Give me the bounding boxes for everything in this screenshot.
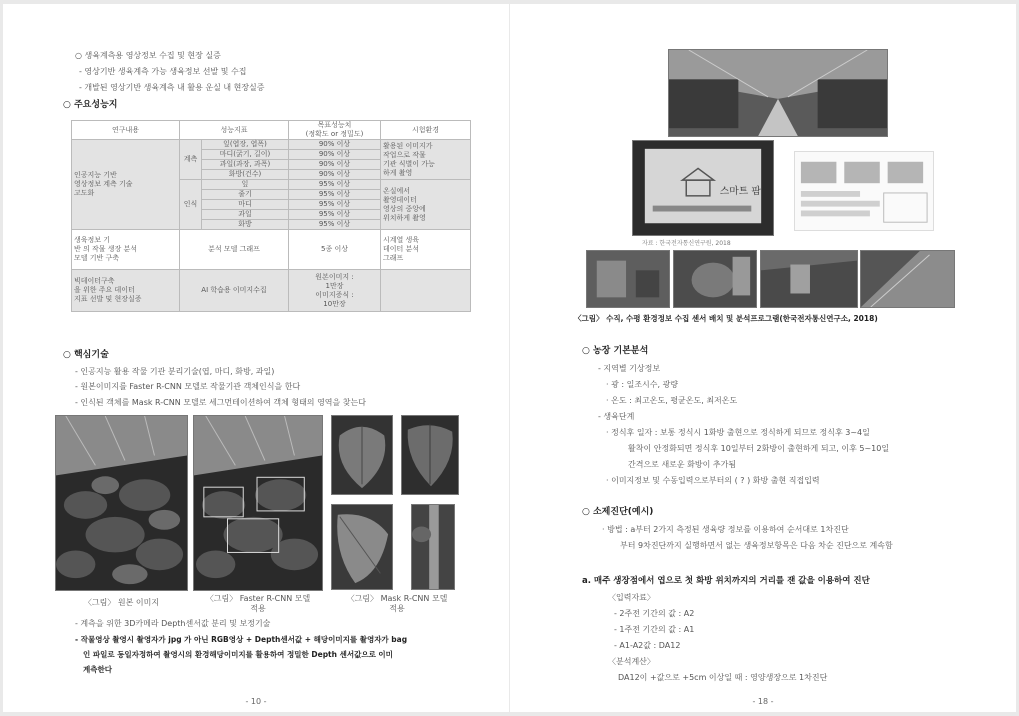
intro-line-3: - 개발된 영상기반 생육계측 내 활용 운실 내 현장실증 <box>79 83 265 92</box>
bottom-line-3: 인 파일로 동일자정하여 촬영시의 환경해당이미지를 활용하여 정밀한 Depth 센서값으로 이미 <box>83 650 393 659</box>
farm-line: 간격으로 새로운 화방이 추가됨 <box>628 460 737 469</box>
input-line: - 2주전 기간의 값 : A2 <box>614 609 695 618</box>
intro-line-2: - 영상기반 생육계측 가능 생육정보 선발 및 수집 <box>79 67 247 76</box>
bottom-line-2: - 작물영상 촬영시 촬영자가 jpg 가 아닌 RGB영상 + Depth센서값 + 해당이미지를 촬영자가 bag <box>75 635 408 644</box>
input-line: - A1-A2값 : DA12 <box>614 641 681 650</box>
table-cell: 95% 이상 <box>289 200 381 210</box>
table-cell: 90% 이상 <box>289 170 381 180</box>
sensor-photo-3 <box>760 250 858 308</box>
farm-line: 활착이 안정화되면 정식후 10일부터 2화방이 출현하게 되고, 이후 5~10일 <box>628 444 890 453</box>
table-cell: 줄기 <box>202 190 289 200</box>
monitor-chart-text: 스마트 팜 <box>719 185 761 197</box>
diagnosis-line: 부터 9차진단까지 실행하면서 없는 생육정보항목은 다음 차순 진단으로 계속함 <box>620 541 893 550</box>
analysis-monitor-photo <box>632 140 774 236</box>
table-cell: 화방 <box>202 220 289 230</box>
core-line-2: - 원본이미지를 Faster R-CNN 모델로 작물기관 객체인식을 한다 <box>75 382 301 391</box>
caption-mask-rcnn: 〈그림〉 Mask R-CNN 모델 적용 <box>346 594 448 613</box>
table-cell: 과일(과장, 과폭) <box>202 160 289 170</box>
section-title-farm-analysis: ○ 농장 기본분석 <box>582 346 649 356</box>
table-cell: 생육정보 기 반 의 작물 생장 분석 모델 기반 구축 <box>72 230 180 270</box>
faster-rcnn-photo <box>193 415 323 591</box>
table-cell: 95% 이상 <box>289 220 381 230</box>
table-cell: 인식 <box>180 180 202 230</box>
intro-line-1: ○ 생육계측용 영상정보 수집 및 현장 실증 <box>75 51 221 60</box>
table-cell: 95% 이상 <box>289 210 381 220</box>
farm-line: · 이미지정보 및 수동입력으로부터의 ( ? ) 화방 출현 직접입력 <box>606 476 820 485</box>
table-cell: 90% 이상 <box>289 150 381 160</box>
mask-rcnn-leaf-photo <box>401 415 459 495</box>
table-cell: 화방(건수) <box>202 170 289 180</box>
farm-line: - 생육단계 <box>598 412 635 421</box>
farm-line: - 지역별 기상정보 <box>598 364 661 373</box>
table-cell: 시계열 생육 데이터 분석 그래프 <box>381 230 471 270</box>
input-line: - 1주전 기간의 값 : A1 <box>614 625 695 634</box>
table-header: 목표성능치 (정확도 or 정밀도) <box>289 121 381 140</box>
mask-rcnn-leaf-photo <box>331 504 393 590</box>
table-cell: 인공지능 기반 영상정보 계측 기술 고도화 <box>72 140 180 230</box>
table-header: 연구내용 <box>72 121 180 140</box>
table-cell: AI 학습용 이미지수집 <box>180 270 289 312</box>
section-title-a: a. 매주 생장점에서 엽으로 첫 화방 위치까지의 거리를 잰 값을 이용하여 진단 <box>582 576 870 586</box>
table-cell: 활용된 이미지가 작업으로 작물 기관 식별이 가능 하게 촬영 <box>381 140 471 180</box>
right-page <box>510 4 1016 712</box>
table-cell: 빅데이터구축 을 위한 주요 데이터 지표 선발 및 현장실증 <box>72 270 180 312</box>
table-cell: 마디 <box>202 200 289 210</box>
table-cell: 5종 이상 <box>289 230 381 270</box>
section-title-diagnosis: ○ 소제진단(예시) <box>582 507 654 517</box>
core-line-3: - 인식된 객체를 Mask R-CNN 모델로 세그먼테이션하여 객체 형태의 영역을 찾는다 <box>75 398 366 407</box>
input-line: 〈입력자료〉 <box>608 593 655 602</box>
table-cell: 마디(굵기, 길이) <box>202 150 289 160</box>
bottom-line-1: - 계측을 위한 3D카메라 Depth센서값 분리 및 보정기술 <box>75 619 271 628</box>
sensor-photo-2 <box>673 250 757 308</box>
table-cell: 90% 이상 <box>289 140 381 150</box>
table-cell: 온실에서 촬영데이터 영상의 중앙에 위치하게 촬영 <box>381 180 471 230</box>
table-header: 성능지표 <box>180 121 289 140</box>
table-cell: 원본이미지 : 1만장 이미지증식 : 10만장 <box>289 270 381 312</box>
input-line: 〈분석계산〉 <box>608 657 655 666</box>
page-number: - 10 - <box>245 697 267 706</box>
table-cell: 과일 <box>202 210 289 220</box>
section-title-performance: ○ 주요성능지 <box>63 100 118 110</box>
table-cell: 잎 <box>202 180 289 190</box>
input-line: DA12이 +값으로 +5cm 이상일 때 : 영양생장으로 1차진단 <box>618 673 828 682</box>
farm-line: · 온도 : 최고온도, 평균온도, 최저온도 <box>606 396 738 405</box>
table-cell: 95% 이상 <box>289 180 381 190</box>
section-title-core: ○ 핵심기술 <box>63 350 109 360</box>
table-header: 시험환경 <box>381 121 471 140</box>
core-line-1: - 인공지능 활용 작물 기관 분리기술(엽, 마디, 화방, 과일) <box>75 367 275 376</box>
left-page <box>3 4 509 712</box>
caption-faster-rcnn: 〈그림〉 Faster R-CNN 모델 적용 <box>205 594 311 613</box>
table-cell: 계측 <box>180 140 202 180</box>
bottom-line-4: 계측한다 <box>83 665 112 674</box>
sensor-data-table-image <box>794 151 934 231</box>
original-image-photo <box>55 415 188 591</box>
table-cell: 95% 이상 <box>289 190 381 200</box>
table-cell <box>381 270 471 312</box>
performance-table <box>71 120 471 312</box>
figure-caption: 〈그림〉 수직, 수평 환경정보 수집 센서 배치 및 분석프로그램(한국전자통신연구소, 2018) <box>574 314 878 323</box>
sensor-photo-1 <box>586 250 670 308</box>
farm-line: · 정식후 일자 : 보통 정식시 1화방 출현으로 정식하게 되므로 정식후 3~4일 <box>606 428 870 437</box>
table-cell: 분석 모델 그래프 <box>180 230 289 270</box>
image-source-caption: 자료 : 한국전자통신연구원, 2018 <box>642 240 731 247</box>
sensor-photo-4 <box>860 250 955 308</box>
greenhouse-photo <box>668 49 888 137</box>
farm-line: · 광 : 일조시수, 광량 <box>606 380 679 389</box>
table-cell: 90% 이상 <box>289 160 381 170</box>
diagnosis-line: · 방법 : a부터 2가지 측정된 생육량 정보를 이용하여 순서대로 1차진단 <box>602 525 849 534</box>
table-cell: 잎(엽장, 엽폭) <box>202 140 289 150</box>
caption-original: 〈그림〉 원본 이미지 <box>83 598 160 607</box>
page-number: - 18 - <box>752 697 774 706</box>
mask-rcnn-leaf-photo <box>331 415 393 495</box>
mask-rcnn-stem-photo <box>411 504 455 590</box>
